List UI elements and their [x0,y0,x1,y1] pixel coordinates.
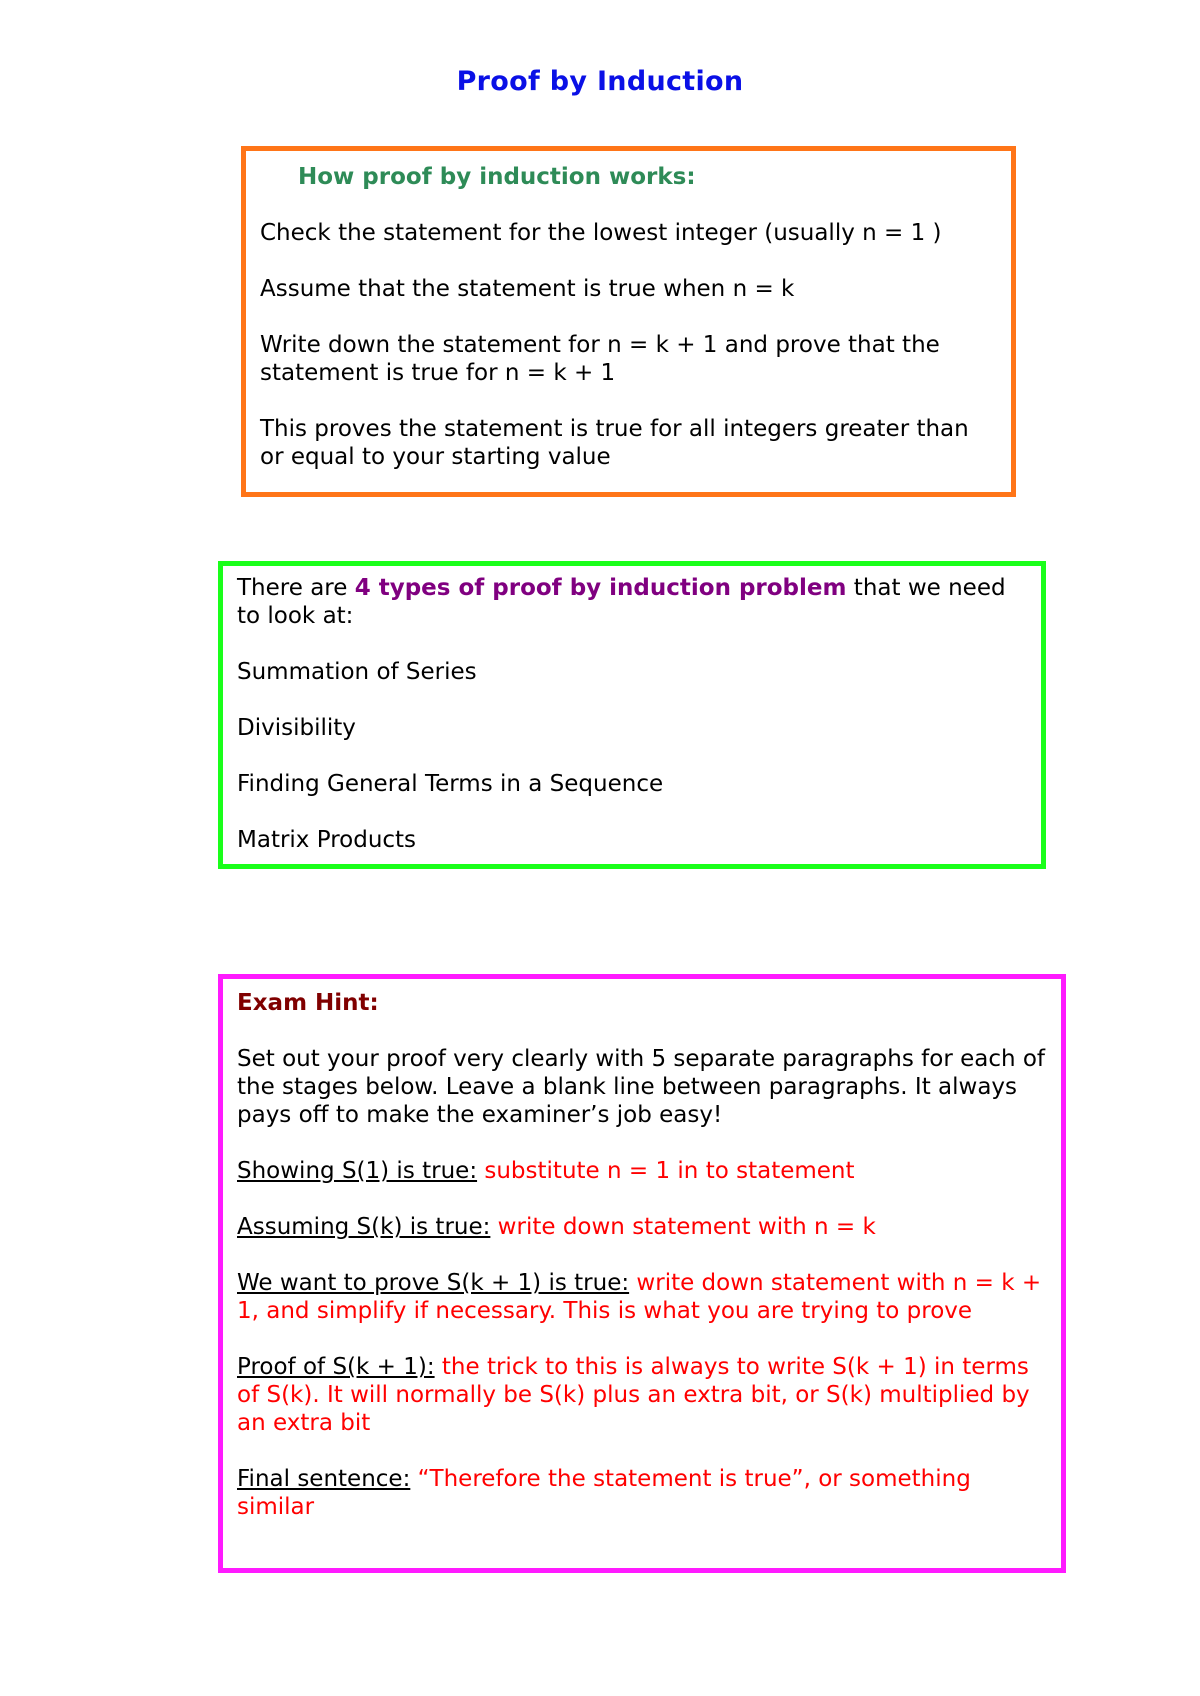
page-title: Proof by Induction [456,66,744,97]
exam-hint-box [218,974,1066,1573]
hint-stage-2-label: Assuming S(k) is true: [237,1214,491,1240]
hint-stage-2-text: write down statement with n = k [490,1214,876,1240]
hint-stage-1-text: substitute n = 1 in to statement [477,1158,855,1184]
hint-stage-4-label: Proof of S(k + 1): [237,1354,435,1380]
hint-stage-5 [237,1465,1047,1521]
how-it-works-heading: How proof by induction works: [298,164,696,190]
hint-stage-3-text: write down statement with n = k + 1, and simplify if necessary. This is what you are trying to prove [237,1270,1042,1324]
hint-stage-4 [237,1353,1047,1437]
type-item-matrix-products: Matrix Products [237,827,417,853]
types-intro-before: There are [237,575,355,601]
hint-stage-5-label: Final sentence: [237,1466,411,1492]
hint-stage-2 [237,1213,1047,1241]
type-item-summation: Summation of Series [237,659,477,685]
type-item-divisibility: Divisibility [237,715,356,741]
how-step-2: Assume that the statement is true when n = k [260,276,795,302]
types-intro-highlight: 4 types of proof by induction problem [354,575,847,601]
type-item-general-terms: Finding General Terms in a Sequence [237,771,664,797]
types-intro-after: that we need to look at: [237,575,1006,629]
exam-hint-intro: Set out your proof very clearly with 5 separate paragraphs for each of the stages below. Leave a blank line between paragraphs. It always pays off to make the examiner’s job easy! [237,1046,1046,1128]
hint-stage-4-text: the trick to this is always to write S(k + 1) in terms of S(k). It will normally be S(k) plus an extra bit, or S(k) multiplied by an extra bit [237,1354,1030,1436]
exam-hint-heading: Exam Hint: [237,990,379,1016]
how-step-3: Write down the statement for n = k + 1 and prove that the statement is true for n = k + 1 [260,332,940,386]
how-step-4: This proves the statement is true for all integers greater than or equal to your starting value [260,416,969,470]
hint-stage-1 [237,1157,1047,1185]
how-it-works-box [241,146,1016,497]
hint-stage-5-text: “Therefore the statement is true”, or something similar [237,1466,971,1520]
hint-stage-3 [237,1269,1047,1325]
problem-types-box [218,561,1046,869]
how-step-1: Check the statement for the lowest integer (usually n = 1 ) [260,220,942,246]
hint-stage-1-label: Showing S(1) is true: [237,1158,478,1184]
hint-stage-3-label: We want to prove S(k + 1) is true: [237,1270,630,1296]
types-intro [237,574,1027,630]
